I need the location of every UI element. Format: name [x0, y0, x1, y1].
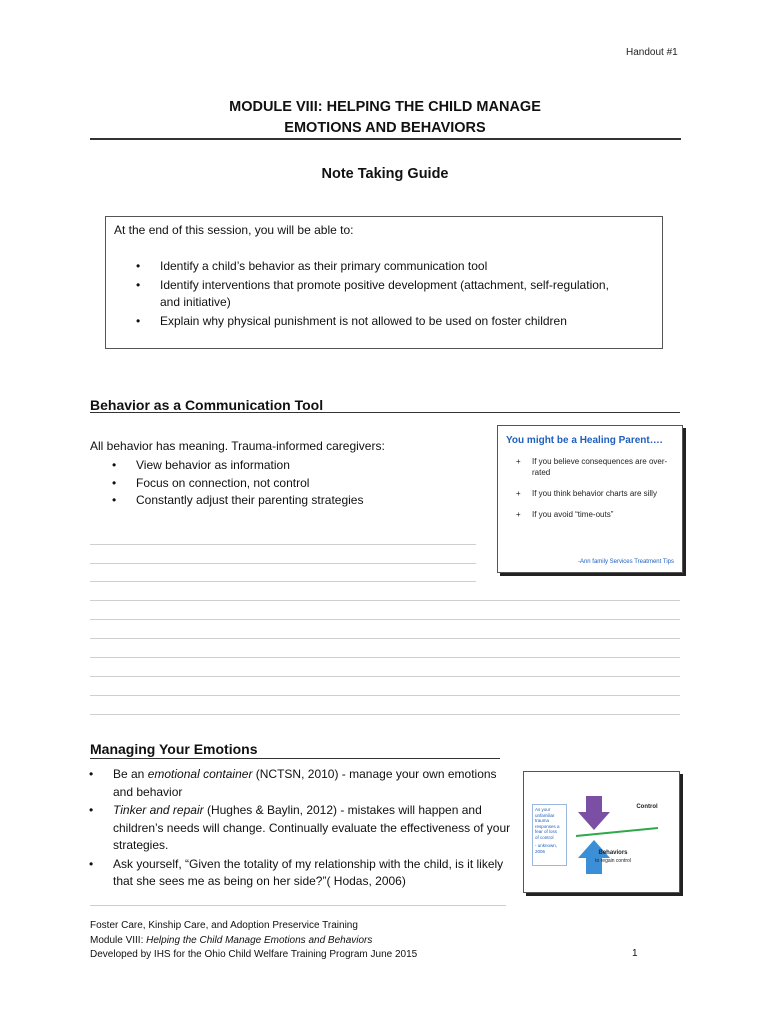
healing-item	[506, 456, 674, 478]
caregiver-list	[136, 457, 496, 510]
note-line	[90, 544, 476, 545]
emotions-list	[113, 766, 513, 892]
note-line	[90, 619, 680, 620]
page-title	[90, 97, 680, 139]
note-text: fear of loss	[535, 829, 558, 834]
balance-line	[576, 828, 658, 836]
item-text: (NCTSN, 2010) - manage your own emotions and behavior	[113, 767, 497, 799]
objective-text-cont: and initiative)	[160, 295, 231, 309]
note-text: unfamiliar	[535, 812, 555, 818]
note-text: of control	[535, 834, 554, 840]
note-line	[90, 714, 680, 715]
list-item: • Focus on connection, not control	[136, 475, 496, 493]
plus-icon: +	[516, 489, 521, 498]
list-item	[113, 802, 513, 855]
page-subtitle: Note Taking Guide	[321, 166, 449, 182]
note-line	[90, 581, 476, 582]
note-text: As your	[535, 807, 551, 812]
list-item: • View behavior as information	[136, 457, 496, 475]
behaviors-label: Behaviors	[598, 850, 628, 856]
section-divider	[90, 412, 680, 413]
note-line	[90, 657, 680, 658]
item-emphasis: Tinker and repair	[113, 803, 204, 817]
healing-item-text: If you think behavior charts are silly	[532, 489, 657, 498]
footer-line-1: Foster Care, Kinship Care, and Adoption Preservice Training	[90, 920, 358, 931]
objective-item: • Identify a child’s behavior as their primary communication tool	[160, 258, 655, 276]
footer-line-3: Developed by IHS for the Ohio Child Welfare Training Program June 2015	[90, 949, 418, 960]
note-text: responses a	[535, 823, 560, 829]
item-emphasis: emotional container	[147, 767, 253, 781]
healing-item-text: If you avoid “time-outs”	[532, 510, 614, 519]
healing-source: -Ann family Services Treatment Tips	[577, 559, 674, 565]
footer-text: Module VIII:	[90, 934, 147, 946]
note-line	[90, 676, 680, 677]
footer-emphasis: Helping the Child Manage Emotions and Behaviors	[146, 934, 373, 946]
plus-icon: +	[516, 510, 521, 519]
list-item	[113, 766, 513, 801]
arrow-up-icon	[578, 840, 610, 874]
healing-parent-title: You might be a Healing Parent….	[506, 435, 663, 446]
handout-label: Handout #1	[626, 47, 678, 58]
footer	[90, 919, 417, 963]
control-diagram-image	[523, 771, 680, 893]
healing-item-text: If you believe consequences are over-rated	[532, 457, 668, 477]
objectives-intro: At the end of this session, you will be able to:	[114, 223, 354, 237]
note-line	[90, 695, 680, 696]
title-divider	[90, 138, 681, 140]
title-line-2: EMOTIONS AND BEHAVIORS	[284, 120, 486, 136]
section-heading-emotions: Managing Your Emotions	[90, 741, 258, 757]
objective-item: • Explain why physical punishment is not allowed to be used on foster children	[160, 313, 655, 331]
objective-item	[160, 277, 655, 312]
control-label: Control	[636, 804, 658, 810]
note-line	[90, 638, 680, 639]
arrow-down-icon	[578, 796, 610, 830]
footer-line-2	[90, 934, 417, 949]
section-heading-behavior: Behavior as a Communication Tool	[90, 397, 324, 413]
item-text: Be an	[113, 767, 148, 781]
page-number: 1	[632, 948, 638, 959]
list-item: • Ask yourself, “Given the totality of my relationship with the child, is it likely that she sees me as being on her side?”( Hodas, 2006)	[113, 856, 513, 891]
control-note	[532, 804, 567, 866]
healing-item	[506, 509, 674, 520]
plus-icon: +	[516, 457, 521, 466]
note-line	[90, 600, 680, 601]
note-text: - unknown, 2006	[535, 843, 558, 854]
healing-item	[506, 488, 674, 499]
healing-parent-image	[497, 425, 683, 573]
item-text: (Hughes & Baylin, 2012) - mistakes will happen and children’s needs will change. Continually evaluate the effectiveness of your strategies.	[113, 803, 511, 852]
objectives-list	[160, 258, 655, 331]
list-item: • Constantly adjust their parenting strategies	[136, 492, 496, 510]
section-divider	[90, 758, 500, 759]
objective-text: Identify interventions that promote positive development (attachment, self-regulation,	[160, 277, 609, 292]
note-text: trauma	[535, 818, 550, 823]
behaviors-sub-label: to regain control	[595, 858, 631, 864]
section-intro: All behavior has meaning. Trauma-informed caregivers:	[90, 439, 385, 453]
note-line	[90, 563, 476, 564]
footer-divider	[90, 905, 506, 906]
title-line-1: MODULE VIII: HELPING THE CHILD MANAGE	[229, 99, 541, 115]
